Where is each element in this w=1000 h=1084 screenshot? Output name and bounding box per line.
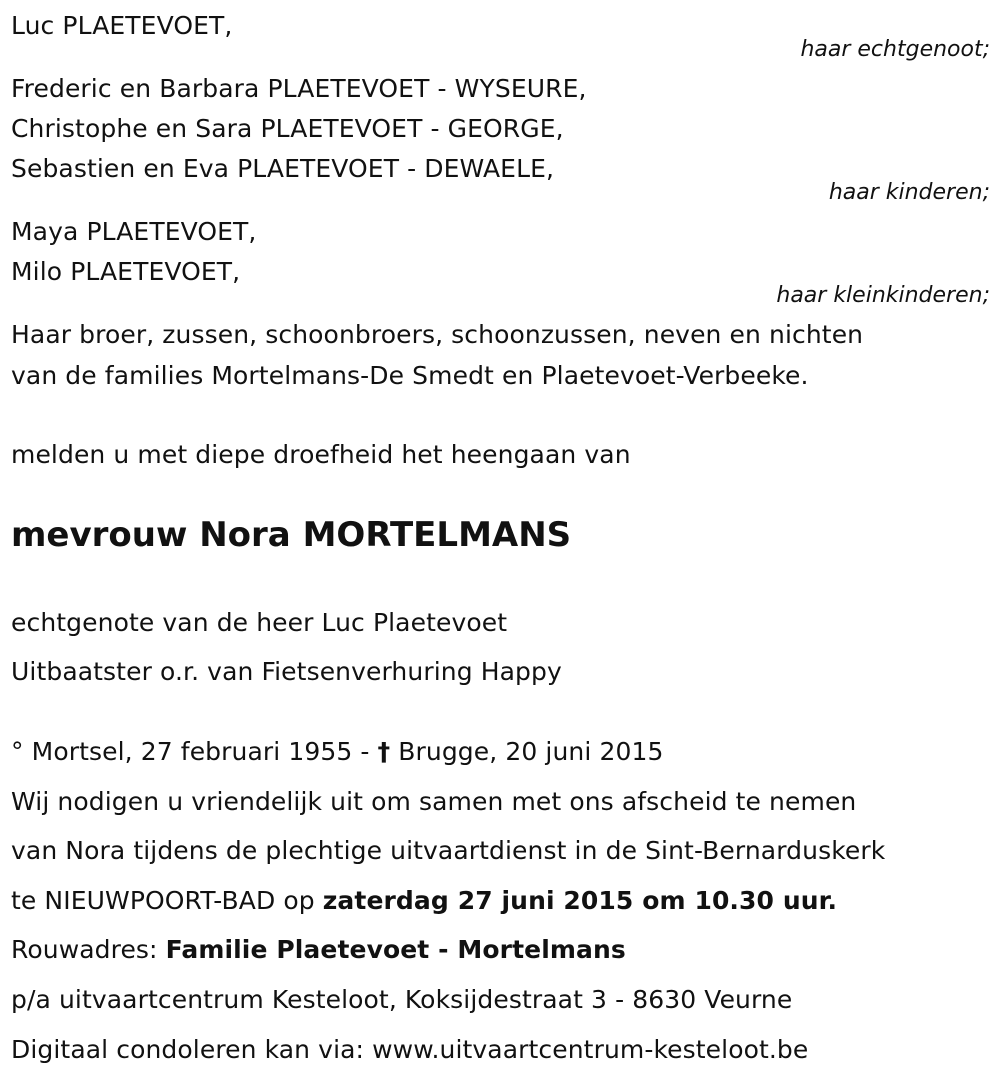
cross-icon: † <box>377 737 391 766</box>
children-role: haar kinderen; <box>828 180 990 205</box>
grandchild-line-2: Milo PLAETEVOET, <box>11 257 241 286</box>
address-pa: p/a uitvaartcentrum Kesteloot, Koksijdestraat 3 - 8630 Veurne <box>11 985 793 1014</box>
deceased-name: mevrouw Nora MORTELMANS <box>11 515 572 555</box>
service-datetime: zaterdag 27 juni 2015 om 10.30 uur. <box>322 886 838 915</box>
invitation-line-1: Wij nodigen u vriendelijk uit om samen met ons afscheid te nemen <box>11 787 857 816</box>
death-info: Brugge, 20 juni 2015 <box>390 737 664 766</box>
child-line-2: Christophe en Sara PLAETEVOET - GEORGE, <box>11 114 564 143</box>
relatives-line-1: Haar broer, zussen, schoonbroers, schoonzussen, neven en nichten <box>11 320 864 349</box>
condolence-line: Digitaal condoleren kan via: www.uitvaartcentrum-kesteloot.be <box>11 1035 809 1064</box>
announcement-text: melden u met diepe droefheid het heengaan van <box>11 440 631 469</box>
address-family: Familie Plaetevoet - Mortelmans <box>165 935 626 964</box>
deceased-occupation: Uitbaatster o.r. van Fietsenverhuring Happy <box>11 657 562 686</box>
address-line <box>11 935 626 965</box>
spouse-role: haar echtgenoot; <box>800 37 990 62</box>
child-line-1: Frederic en Barbara PLAETEVOET - WYSEURE, <box>11 74 587 103</box>
address-label: Rouwadres: <box>11 935 166 964</box>
deceased-spouse-line: echtgenote van de heer Luc Plaetevoet <box>11 608 508 637</box>
birth-info: ° Mortsel, 27 februari 1955 - <box>11 737 378 766</box>
spouse-name: Luc PLAETEVOET, <box>11 11 233 40</box>
child-line-3: Sebastien en Eva PLAETEVOET - DEWAELE, <box>11 154 555 183</box>
relatives-line-2: van de families Mortelmans-De Smedt en Plaetevoet-Verbeeke. <box>11 361 809 390</box>
grandchild-line-1: Maya PLAETEVOET, <box>11 217 257 246</box>
dates-line <box>11 737 663 767</box>
invitation-line-3 <box>11 886 837 916</box>
grandchildren-role: haar kleinkinderen; <box>776 283 990 308</box>
invitation-line-2: van Nora tijdens de plechtige uitvaartdienst in de Sint-Bernarduskerk <box>11 836 886 865</box>
invitation-location: te NIEUWPOORT-BAD op <box>11 886 323 915</box>
